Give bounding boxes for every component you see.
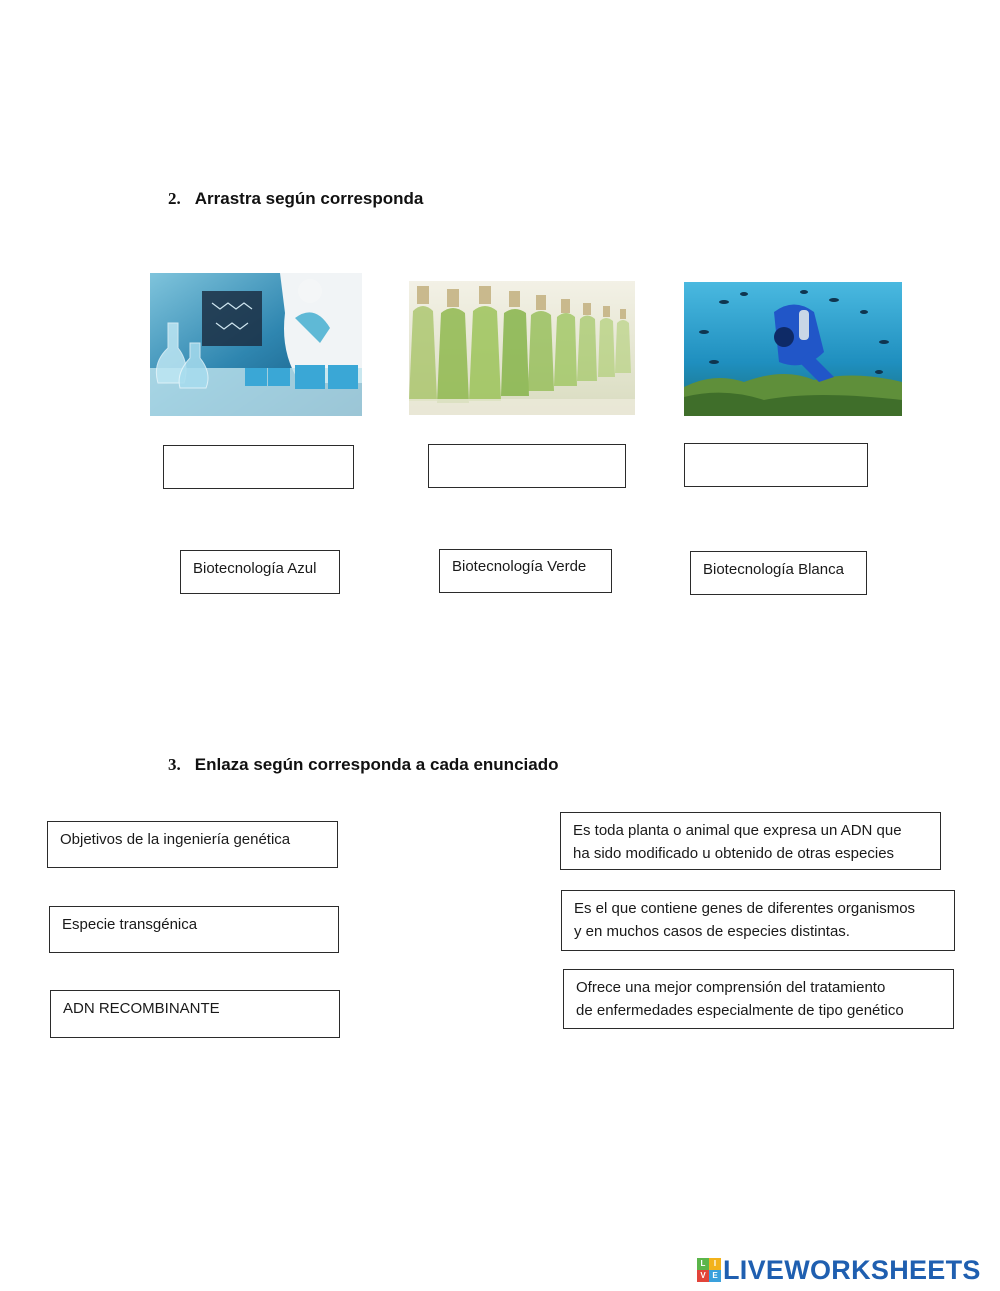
logo-letter-e: E [709,1270,721,1282]
drop-box-1[interactable] [163,445,354,489]
section-2-heading [168,189,423,209]
match-right-item-2[interactable] [561,890,955,951]
drag-label-blanca[interactable]: Biotecnología Blanca [690,551,867,595]
liveworksheets-logo-icon [697,1258,721,1282]
drag-label-verde[interactable]: Biotecnología Verde [439,549,612,593]
match-left-item-2[interactable] [49,906,339,953]
drag-label-azul[interactable]: Biotecnología Azul [180,550,340,594]
logo-letter-i: I [709,1258,721,1270]
drop-box-2[interactable] [428,444,626,488]
match-right-item-3-line-1: Ofrece una mejor comprensión del tratamiento [576,979,886,996]
laboratory-image [150,273,362,416]
match-right-item-3[interactable] [563,969,954,1029]
plant-flasks-image [409,281,635,415]
match-right-item-2-line-1: Es el que contiene genes de diferentes organismos [574,900,916,917]
section-2-number: 2. [168,189,181,208]
match-left-item-3-text: ADN RECOMBINANTE [63,1000,220,1017]
match-right-item-1-line-1: Es toda planta o animal que expresa un ADN que [573,822,902,839]
match-left-item-1[interactable] [47,821,338,868]
match-right-item-2-line-2: y en muchos casos de especies distintas. [574,923,850,940]
match-left-item-3[interactable] [50,990,340,1038]
liveworksheets-wordmark: LIVEWORKSHEETS [723,1254,981,1285]
section-3-number: 3. [168,755,181,774]
match-right-item-3-line-2: de enfermedades especialmente de tipo genético [576,1002,904,1019]
section-3-heading [168,755,558,775]
logo-letter-l: L [697,1258,709,1270]
match-right-item-1[interactable] [560,812,941,870]
section-2-title: Arrastra según corresponda [194,189,424,208]
section-3-title: Enlaza según corresponda a cada enunciado [194,755,559,774]
liveworksheets-brand [697,1254,981,1286]
logo-letter-v: V [697,1270,709,1282]
drop-box-3[interactable] [684,443,868,487]
diver-image [684,282,902,416]
match-right-item-1-line-2: ha sido modificado u obtenido de otras especies [573,845,895,862]
match-left-item-2-text: Especie transgénica [62,916,198,933]
match-left-item-1-text: Objetivos de la ingeniería genética [60,831,291,848]
